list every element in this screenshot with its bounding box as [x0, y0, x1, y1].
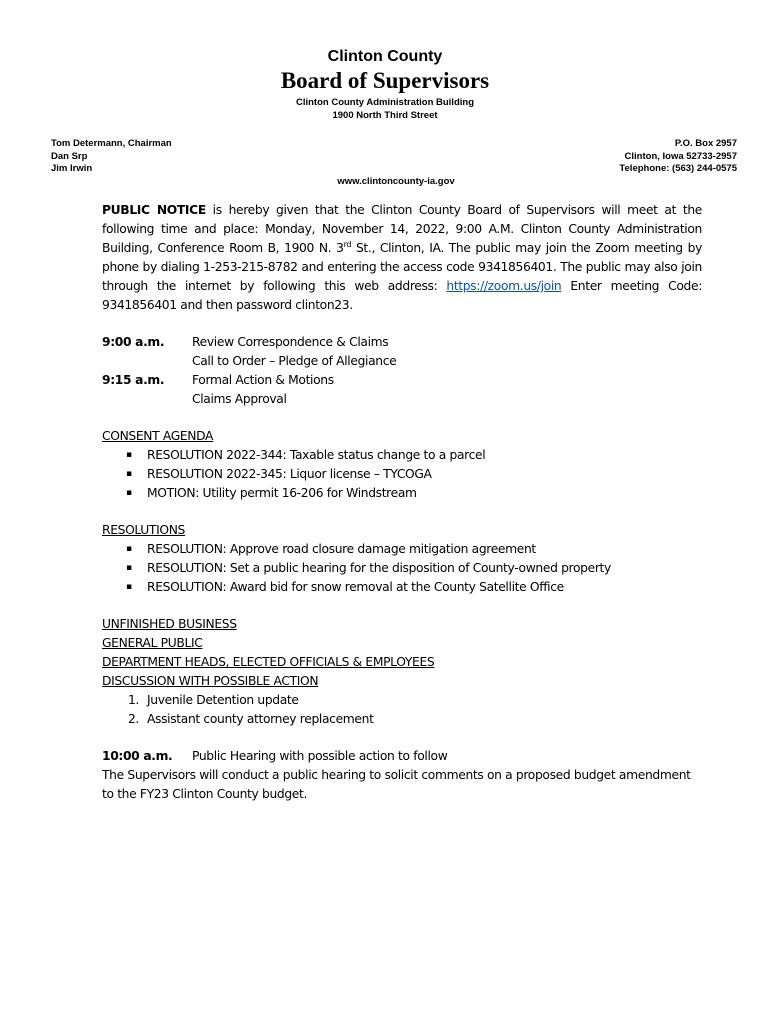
bullet-icon: ▪	[126, 469, 132, 479]
schedule-item: Claims Approval	[192, 392, 287, 406]
hearing-time: 10:00 a.m.	[102, 749, 173, 763]
list-item: 1. Juvenile Detention update	[102, 691, 702, 710]
item-number: 1.	[127, 693, 139, 707]
ordinal-suffix: rd	[343, 239, 352, 249]
schedule-item: Formal Action & Motions	[192, 373, 334, 387]
schedule-time: 9:00 a.m.	[102, 335, 165, 349]
zoom-link[interactable]: https://zoom.us/join	[446, 279, 562, 293]
schedule	[102, 333, 702, 409]
members-list	[51, 138, 172, 176]
list-item: ▪ MOTION: Utility permit 16-206 for Windstream	[102, 484, 702, 503]
schedule-time: 9:15 a.m.	[102, 373, 165, 387]
item-number: 2.	[127, 712, 139, 726]
section-general-public: GENERAL PUBLIC	[102, 636, 203, 650]
section-discussion: DISCUSSION WITH POSSIBLE ACTION	[102, 674, 319, 688]
list-item: ▪ RESOLUTION: Award bid for snow removal at the County Satellite Office	[102, 578, 702, 597]
schedule-row	[102, 333, 702, 371]
building-name: Clinton County Administration Building	[295, 97, 474, 108]
resolutions-list	[102, 540, 702, 597]
schedule-row	[102, 371, 702, 409]
notice-text: is hereby given that the Clinton County Board of Supervisors will meet at the following time and place: Monday, November 14, 2022, 9:00 A.M. Clinton County Administration Building, Conference Room B, 1900 N. 3	[102, 203, 702, 255]
bullet-icon: ▪	[126, 544, 132, 554]
section-unfinished-business: UNFINISHED BUSINESS	[102, 617, 237, 631]
member-name: Jim Irwin	[51, 163, 93, 174]
member-name: Dan Srp	[51, 150, 88, 162]
schedule-item: Review Correspondence & Claims	[192, 335, 389, 349]
list-item: ▪ RESOLUTION 2022-345: Liquor license – TYCOGA	[102, 465, 702, 484]
agenda-body	[102, 201, 702, 804]
contact-block	[619, 138, 737, 176]
hearing-description: The Supervisors will conduct a public hearing to solicit comments on a proposed budget amendment to the FY23 Clinton County budget.	[102, 768, 691, 801]
hearing-title: Public Hearing with possible action to follow	[192, 749, 448, 763]
discussion-list	[102, 691, 702, 729]
resolutions	[102, 521, 702, 597]
schedule-item: Call to Order – Pledge of Allegiance	[192, 354, 397, 368]
consent-agenda	[102, 427, 702, 503]
member-chairman: Tom Determann, Chairman	[51, 138, 172, 149]
section-heading: RESOLUTIONS	[102, 523, 186, 537]
other-sections	[102, 615, 702, 729]
notice-text: St., Clinton, IA. The public may join the Zoom meeting by phone by dialing 1-253-215-8782 and entering the access code 9341856401. The public may also join through the internet by following this web address:	[102, 241, 702, 293]
bullet-icon: ▪	[126, 450, 132, 460]
city-state-zip: Clinton, Iowa 52733-2957	[624, 150, 737, 162]
bullet-icon: ▪	[126, 563, 132, 573]
section-heading: CONSENT AGENDA	[102, 429, 214, 443]
notice-lead: PUBLIC NOTICE	[102, 203, 206, 217]
po-box: P.O. Box 2957	[674, 138, 737, 149]
telephone: Telephone: (563) 244-0575	[619, 163, 737, 174]
bullet-icon: ▪	[126, 582, 132, 592]
website-link[interactable]: www.clintoncounty-ia.gov	[337, 176, 455, 187]
notice-text: Enter meeting Code: 9341856401 and then password clinton23.	[102, 279, 702, 312]
county-heading: Clinton County	[327, 48, 443, 65]
public-notice	[102, 201, 702, 315]
street-address: 1900 North Third Street	[332, 110, 438, 121]
list-item: ▪ RESOLUTION: Set a public hearing for the disposition of County-owned property	[102, 559, 702, 578]
list-item: ▪ RESOLUTION: Approve road closure damage mitigation agreement	[102, 540, 702, 559]
board-title: Board of Supervisors	[280, 68, 490, 93]
list-item: 2. Assistant county attorney replacement	[102, 710, 702, 729]
bullet-icon: ▪	[126, 488, 132, 498]
consent-list	[102, 446, 702, 503]
public-hearing	[102, 747, 702, 804]
section-department-heads: DEPARTMENT HEADS, ELECTED OFFICIALS & EMPLOYEES	[102, 655, 435, 669]
list-item: ▪ RESOLUTION 2022-344: Taxable status change to a parcel	[102, 446, 702, 465]
